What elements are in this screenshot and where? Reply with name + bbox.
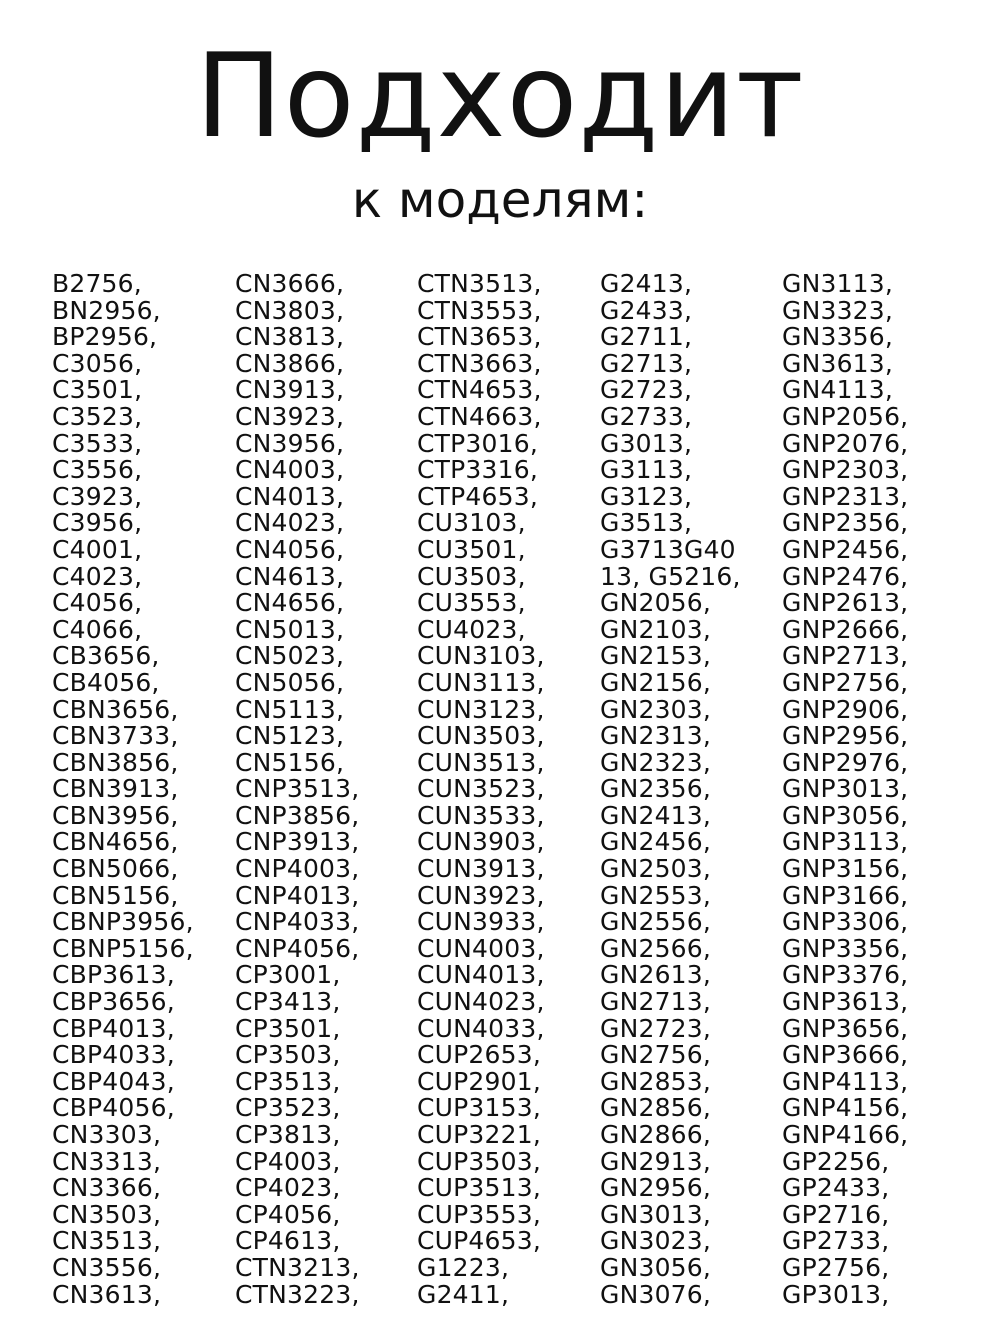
model-item: GN2056,: [600, 588, 712, 618]
model-item: CTN3663,: [417, 348, 542, 378]
model-item: CBN5156,: [52, 880, 179, 910]
model-item: GNP2906,: [782, 694, 909, 724]
model-item: CP3813,: [235, 1120, 341, 1149]
model-item: GN3056,: [600, 1252, 712, 1282]
model-item: GN2856,: [600, 1093, 712, 1123]
model-item: CUN3513,: [417, 747, 545, 777]
model-item: GN2553,: [600, 880, 712, 910]
model-item: CUN3903,: [417, 827, 545, 857]
model-item: CU4023,: [417, 614, 526, 644]
model-column-3: [417, 271, 607, 1308]
model-item: CNP3913,: [235, 827, 360, 857]
model-item: GNP4113,: [782, 1066, 909, 1096]
model-item: GN4113,: [782, 375, 894, 405]
model-item: CTN3513,: [417, 269, 542, 298]
model-item: CP3513,: [235, 1066, 341, 1096]
model-item: CN3503,: [52, 1199, 162, 1229]
model-item: CUN4033,: [417, 1013, 545, 1043]
model-column-5: [782, 271, 972, 1308]
model-item: CBN5066,: [52, 854, 179, 884]
model-item: GP2716,: [782, 1199, 890, 1229]
model-item: GP2433,: [782, 1173, 890, 1203]
model-item: GN2723,: [600, 1013, 712, 1043]
model-item: GNP3113,: [782, 827, 909, 857]
model-item: GN3613,: [782, 348, 894, 378]
model-item: GNP2613,: [782, 588, 909, 618]
model-item: G1223,: [417, 1252, 510, 1282]
model-item: G3123,: [600, 481, 693, 511]
model-item: CN5156,: [235, 747, 345, 777]
model-item: CBP4056,: [52, 1093, 175, 1123]
model-item: GN2356,: [600, 774, 712, 804]
model-item: GNP3376,: [782, 960, 909, 990]
model-item: GNP3166,: [782, 880, 909, 910]
model-item: CNP4033,: [235, 907, 360, 937]
model-item: CTN4663,: [417, 401, 542, 431]
model-item: GNP2056,: [782, 401, 909, 431]
model-item: CN3513,: [52, 1226, 162, 1256]
model-item: GN2913,: [600, 1146, 712, 1176]
model-item: CUN4003,: [417, 933, 545, 963]
model-item: G3013,: [600, 428, 693, 458]
model-item: CTN4653,: [417, 375, 542, 405]
model-item: GNP2956,: [782, 721, 909, 751]
model-item: CBN3856,: [52, 747, 179, 777]
model-item: GN3023,: [600, 1226, 712, 1256]
model-item: CUN3103,: [417, 641, 545, 671]
model-item: GNP2076,: [782, 428, 909, 458]
model-item: CUP2653,: [417, 1040, 541, 1070]
model-item: GNP2303,: [782, 455, 909, 485]
model-item: CUP3153,: [417, 1093, 541, 1123]
model-item: CU3503,: [417, 561, 526, 591]
model-item: GN2853,: [600, 1066, 712, 1096]
model-item: G2711,: [600, 322, 693, 352]
model-item: GNP2456,: [782, 534, 909, 564]
model-item: CU3553,: [417, 588, 526, 618]
model-item: GNP4156,: [782, 1093, 909, 1123]
model-item: GN2613,: [600, 960, 712, 990]
model-item: CUN4013,: [417, 960, 545, 990]
model-item: GNP2313,: [782, 481, 909, 511]
model-item: GNP2976,: [782, 747, 909, 777]
model-item: CB3656,: [52, 641, 160, 671]
model-item: CTP3316,: [417, 455, 538, 485]
model-item: GNP2756,: [782, 667, 909, 697]
model-item: GNP3613,: [782, 987, 909, 1017]
model-item: CN3813,: [235, 322, 345, 352]
model-item: CN3313,: [52, 1146, 162, 1176]
model-item: GN2503,: [600, 854, 712, 884]
model-item: GNP3306,: [782, 907, 909, 937]
model-item: CBP4013,: [52, 1013, 175, 1043]
model-item: CN3556,: [52, 1252, 162, 1282]
model-item: GN2303,: [600, 694, 712, 724]
model-item: CUN3533,: [417, 800, 545, 830]
model-item: C4056,: [52, 588, 143, 618]
model-item: GN2313,: [600, 721, 712, 751]
model-item: CBP3613,: [52, 960, 175, 990]
model-item: GNP3356,: [782, 933, 909, 963]
model-item: CN3613,: [52, 1279, 162, 1309]
model-item: CUN3113,: [417, 667, 545, 697]
model-item: GN3013,: [600, 1199, 712, 1229]
model-item: B2756,: [52, 269, 142, 298]
model-item: CN3303,: [52, 1120, 162, 1149]
model-item: GN3356,: [782, 322, 894, 352]
model-item: CN3913,: [235, 375, 345, 405]
model-item: CN4023,: [235, 508, 345, 538]
model-item: CP3501,: [235, 1013, 341, 1043]
model-item: CN3803,: [235, 295, 345, 325]
model-item: CBN4656,: [52, 827, 179, 857]
model-item: CBNP3956,: [52, 907, 194, 937]
model-item: CBP4043,: [52, 1066, 175, 1096]
model-item: G2413,: [600, 269, 693, 298]
model-item: CUP4653,: [417, 1226, 541, 1256]
model-item: GN3113,: [782, 269, 894, 298]
model-item: GN2456,: [600, 827, 712, 857]
model-item: CN5123,: [235, 721, 345, 751]
model-item: GN3323,: [782, 295, 894, 325]
model-item: G2433,: [600, 295, 693, 325]
model-item: CUN4023,: [417, 987, 545, 1017]
model-item: CN3666,: [235, 269, 345, 298]
model-item: CN5113,: [235, 694, 345, 724]
model-item: GNP4166,: [782, 1120, 909, 1149]
model-item: GP2733,: [782, 1226, 890, 1256]
model-column-4: [600, 271, 790, 1308]
model-item: C3533,: [52, 428, 143, 458]
model-item: C4001,: [52, 534, 143, 564]
model-item: GN2323,: [600, 747, 712, 777]
model-item: CUP3513,: [417, 1173, 541, 1203]
model-item: GN2156,: [600, 667, 712, 697]
model-item: CP3001,: [235, 960, 341, 990]
model-item: CTP4653,: [417, 481, 538, 511]
page-title: Подходит: [195, 29, 805, 164]
model-item: G3713G40: [600, 534, 736, 564]
model-item: GNP3156,: [782, 854, 909, 884]
model-item: G3113,: [600, 455, 693, 485]
model-item: CBN3656,: [52, 694, 179, 724]
model-item: CNP3513,: [235, 774, 360, 804]
model-item: GNP3056,: [782, 800, 909, 830]
model-item: CUN3123,: [417, 694, 545, 724]
model-item: CBP3656,: [52, 987, 175, 1017]
model-item: CTN3213,: [235, 1252, 360, 1282]
model-item: C4023,: [52, 561, 143, 591]
model-item: C3056,: [52, 348, 143, 378]
model-item: CTN3223,: [235, 1279, 360, 1309]
model-item: CP3523,: [235, 1093, 341, 1123]
model-item: G2713,: [600, 348, 693, 378]
model-item: GNP2356,: [782, 508, 909, 538]
model-item: CN4656,: [235, 588, 345, 618]
model-item: CN5023,: [235, 641, 345, 671]
model-item: CU3103,: [417, 508, 526, 538]
model-item: GN2756,: [600, 1040, 712, 1070]
model-item: CNP4013,: [235, 880, 360, 910]
model-item: C3923,: [52, 481, 143, 511]
model-item: CN4013,: [235, 481, 345, 511]
model-item: G2733,: [600, 401, 693, 431]
model-item: GN2956,: [600, 1173, 712, 1203]
model-item: CUN3503,: [417, 721, 545, 751]
model-item: CN5013,: [235, 614, 345, 644]
model-item: C3523,: [52, 401, 143, 431]
model-item: C3556,: [52, 455, 143, 485]
model-item: GN3076,: [600, 1279, 712, 1309]
model-item: CU3501,: [417, 534, 526, 564]
model-item: GN2713,: [600, 987, 712, 1017]
model-item: CP4003,: [235, 1146, 341, 1176]
model-item: CUN3523,: [417, 774, 545, 804]
model-item: CBNP5156,: [52, 933, 194, 963]
model-item: CUP2901,: [417, 1066, 541, 1096]
model-item: GNP3013,: [782, 774, 909, 804]
model-item: GP2756,: [782, 1252, 890, 1282]
model-item: GP3013,: [782, 1279, 890, 1309]
model-item: CP4613,: [235, 1226, 341, 1256]
model-item: C3501,: [52, 375, 143, 405]
model-item: CUP3221,: [417, 1120, 541, 1149]
model-item: CBN3733,: [52, 721, 179, 751]
model-item: CP3503,: [235, 1040, 341, 1070]
model-item: GNP3656,: [782, 1013, 909, 1043]
model-item: GP2256,: [782, 1146, 890, 1176]
model-item: GN2413,: [600, 800, 712, 830]
model-item: CN3866,: [235, 348, 345, 378]
page-subtitle: к моделям:: [351, 171, 649, 229]
model-item: CP4056,: [235, 1199, 341, 1229]
model-item: GN2103,: [600, 614, 712, 644]
model-column-2: [235, 271, 425, 1308]
model-item: GN2566,: [600, 933, 712, 963]
model-item: CN3956,: [235, 428, 345, 458]
model-item: CTN3653,: [417, 322, 542, 352]
model-item: GNP2666,: [782, 614, 909, 644]
model-item: C3956,: [52, 508, 143, 538]
model-item: BP2956,: [52, 322, 158, 352]
model-item: CNP3856,: [235, 800, 360, 830]
model-item: CUN3913,: [417, 854, 545, 884]
model-item: CUN3923,: [417, 880, 545, 910]
model-item: GN2866,: [600, 1120, 712, 1149]
model-item: CN4056,: [235, 534, 345, 564]
model-item: GNP3666,: [782, 1040, 909, 1070]
model-item: CUP3553,: [417, 1199, 541, 1229]
model-item: CBN3913,: [52, 774, 179, 804]
model-item: GNP2713,: [782, 641, 909, 671]
model-column-1: [52, 271, 242, 1308]
model-item: CP3413,: [235, 987, 341, 1017]
model-item: CN4003,: [235, 455, 345, 485]
model-item: CTP3016,: [417, 428, 538, 458]
model-item: CNP4003,: [235, 854, 360, 884]
model-item: CTN3553,: [417, 295, 542, 325]
model-item: 13, G5216,: [600, 561, 741, 591]
model-item: CUP3503,: [417, 1146, 541, 1176]
model-item: CP4023,: [235, 1173, 341, 1203]
model-item: G2411,: [417, 1279, 510, 1309]
model-item: CN3366,: [52, 1173, 162, 1203]
model-item: CN4613,: [235, 561, 345, 591]
model-item: CUN3933,: [417, 907, 545, 937]
model-item: GNP2476,: [782, 561, 909, 591]
model-item: CBN3956,: [52, 800, 179, 830]
model-item: G2723,: [600, 375, 693, 405]
model-item: CB4056,: [52, 667, 160, 697]
model-item: GN2556,: [600, 907, 712, 937]
model-item: CN3923,: [235, 401, 345, 431]
model-item: CNP4056,: [235, 933, 360, 963]
model-list: [0, 271, 1000, 1321]
model-item: CBP4033,: [52, 1040, 175, 1070]
model-item: C4066,: [52, 614, 143, 644]
model-item: GN2153,: [600, 641, 712, 671]
model-item: CN5056,: [235, 667, 345, 697]
model-item: BN2956,: [52, 295, 161, 325]
model-item: G3513,: [600, 508, 693, 538]
